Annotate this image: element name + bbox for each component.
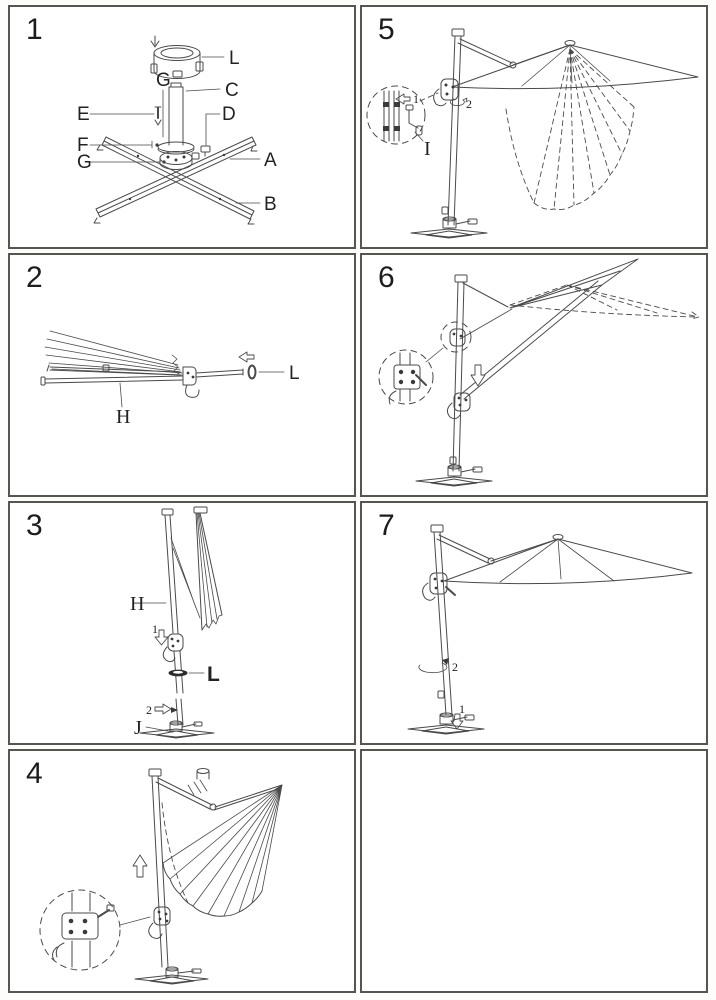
panel-number: 4 [26, 757, 43, 790]
mast-pole [453, 275, 467, 471]
panel-4-drawing [10, 751, 354, 991]
part-label-L: L [289, 363, 300, 384]
left-arrow-icon [239, 352, 254, 362]
panel-number: 6 [378, 261, 395, 294]
screw-part-E [155, 107, 161, 125]
panel-8-empty [360, 749, 708, 993]
rotate-arrow-icon [419, 658, 449, 673]
bolt-part-D [201, 146, 210, 156]
step-label-2: 2 [146, 703, 152, 717]
part-label-G-left: G [77, 152, 92, 173]
upper-arm [458, 39, 570, 68]
step-label-1: 1 [152, 622, 158, 636]
open-canopy [452, 41, 698, 89]
leader-line-H [120, 383, 122, 407]
ring-part-L [169, 670, 188, 677]
panel-6-drawing [362, 255, 706, 495]
part-label-G-top: G [156, 70, 171, 91]
panel-grid [8, 5, 708, 993]
upper-arm [463, 283, 508, 307]
panel-number: 2 [26, 261, 43, 294]
part-label-H: H [130, 593, 145, 615]
umbrella-base [411, 217, 487, 238]
washer-part-F [155, 143, 158, 146]
ghost-canopy-dashed [510, 285, 699, 319]
closed-canopy [171, 513, 222, 630]
part-label-L: L [207, 663, 220, 686]
panel-1-drawing [10, 7, 354, 247]
panel-5-drawing [362, 7, 706, 247]
crank-mount [438, 691, 444, 698]
step-label-2: 2 [452, 660, 458, 674]
panel-number: 5 [378, 13, 395, 46]
leader-line-step1 [420, 93, 438, 101]
panel-1-base-assembly [8, 5, 356, 249]
part-label-C: C [225, 80, 239, 101]
leader-line-C [186, 89, 220, 91]
canopy-top-cap [188, 769, 209, 796]
mast-pole [448, 29, 464, 225]
leader-line-D [206, 114, 220, 145]
detail-callout-circle [367, 86, 425, 144]
panel-7-drawing [362, 503, 706, 743]
umbrella-base [408, 713, 484, 734]
pole-bracket [434, 79, 458, 106]
step-label-1: 1 [413, 92, 419, 106]
umbrella-base [140, 721, 214, 738]
upper-arm [437, 535, 558, 564]
part-label-L: L [229, 48, 240, 69]
part-label-F: F [77, 135, 89, 156]
hub-bracket [183, 367, 199, 397]
cross-base-bar-b [97, 137, 254, 224]
crank-handle-icon [406, 105, 422, 135]
mast-pole [431, 525, 452, 715]
panel-3-drawing [10, 503, 354, 743]
right-arrow-icon [155, 704, 171, 714]
panel-4-partial-open [8, 749, 356, 993]
panel-5-open-crank [360, 5, 708, 249]
panel-2-drawing [10, 255, 354, 495]
panel-number: 3 [26, 509, 43, 542]
leader-to-detail [426, 348, 443, 362]
part-label-J: J [134, 717, 142, 739]
folded-canopy [45, 331, 182, 375]
pole-bracket [423, 573, 455, 600]
panel-6-tilt-canopy [360, 253, 708, 497]
panel-2-folded-umbrella [8, 253, 356, 497]
detail-callout-circle [40, 890, 120, 970]
umbrella-base [416, 465, 492, 486]
panel-number: 7 [378, 509, 395, 542]
part-label-B: B [264, 194, 277, 215]
step-label-1: 1 [459, 702, 465, 716]
umbrella-base [135, 967, 208, 984]
lower-pole [196, 369, 243, 377]
leader-to-detail [120, 917, 150, 925]
step-label-2: 2 [466, 97, 472, 111]
panel-number: 1 [26, 13, 43, 46]
part-label-E: E [77, 104, 90, 125]
arm-pole [162, 507, 207, 633]
crank-mount [442, 207, 448, 214]
opening-motion-dashed [506, 49, 634, 210]
panel-3-closed-upright [8, 501, 356, 745]
panel-7-rotate-lock [360, 501, 708, 745]
part-label-I: I [424, 138, 431, 160]
open-canopy [444, 535, 692, 584]
part-label-D: D [222, 104, 236, 125]
up-arrow-icon [133, 855, 147, 877]
down-arrow-icon [151, 36, 159, 47]
part-label-H: H [116, 406, 131, 428]
detail-callout-circle [379, 350, 433, 404]
part-label-A: A [264, 150, 277, 171]
ring-part-L [249, 366, 256, 379]
